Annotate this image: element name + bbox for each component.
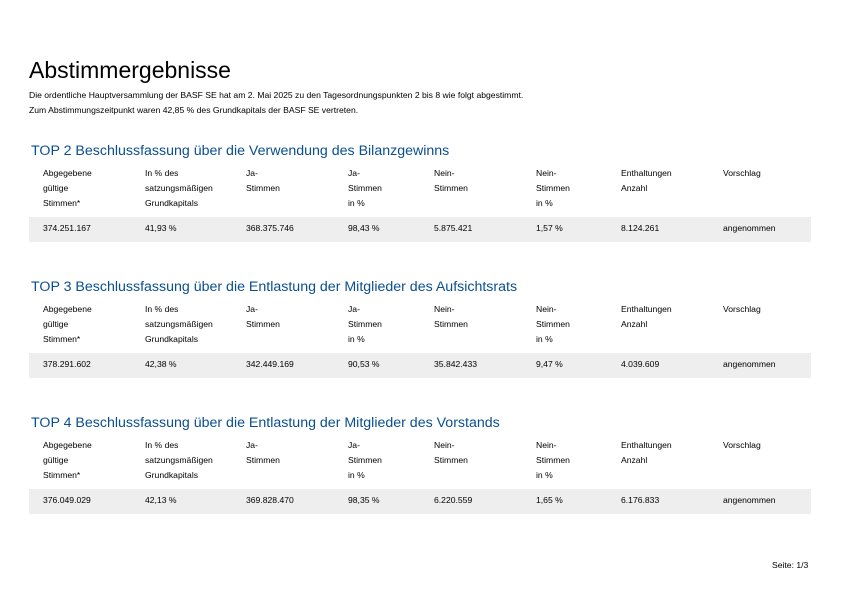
header-abstentions: Enthaltungen Anzahl bbox=[621, 440, 672, 466]
cell-no-percent: 1,57 % bbox=[536, 223, 563, 233]
section-top-4 bbox=[29, 415, 811, 514]
cell-abstentions: 8.124.261 bbox=[621, 223, 660, 233]
header-abstentions: Enthaltungen Anzahl bbox=[621, 304, 672, 330]
cell-abstentions: 6.176.833 bbox=[621, 495, 660, 505]
page-number: Seite: 1/3 bbox=[772, 560, 809, 570]
cell-no-votes: 6.220.559 bbox=[434, 495, 473, 505]
header-no-votes: Nein- Stimmen bbox=[434, 168, 468, 194]
cell-votes-cast: 374.251.167 bbox=[43, 223, 91, 233]
cell-no-votes: 5.875.421 bbox=[434, 223, 473, 233]
header-votes-cast: Abgegebene gültige Stimmen* bbox=[43, 440, 92, 481]
cell-yes-percent: 90,53 % bbox=[348, 359, 380, 369]
header-abstentions: Enthaltungen Anzahl bbox=[621, 168, 672, 194]
cell-proposal: angenommen bbox=[723, 495, 776, 505]
table-row bbox=[29, 217, 811, 242]
table-row bbox=[29, 489, 811, 514]
header-proposal: Vorschlag bbox=[723, 304, 761, 314]
cell-yes-votes: 369.828.470 bbox=[246, 495, 294, 505]
header-votes-cast: Abgegebene gültige Stimmen* bbox=[43, 304, 92, 345]
cell-percent-capital: 42,13 % bbox=[145, 495, 177, 505]
header-proposal: Vorschlag bbox=[723, 440, 761, 450]
section-title: TOP 3 Beschlussfassung über die Entlastung der Mitglieder des Aufsichtsrats bbox=[31, 279, 518, 295]
cell-percent-capital: 41,93 % bbox=[145, 223, 177, 233]
header-no-percent: Nein- Stimmen in % bbox=[536, 304, 570, 345]
section-title: TOP 4 Beschlussfassung über die Entlastung der Mitglieder des Vorstands bbox=[31, 415, 500, 431]
cell-yes-percent: 98,43 % bbox=[348, 223, 380, 233]
cell-no-votes: 35.842.433 bbox=[434, 359, 478, 369]
cell-proposal: angenommen bbox=[723, 223, 776, 233]
header-no-percent: Nein- Stimmen in % bbox=[536, 168, 570, 209]
header-yes-votes: Ja- Stimmen bbox=[246, 304, 280, 330]
header-proposal: Vorschlag bbox=[723, 168, 761, 178]
cell-percent-capital: 42,38 % bbox=[145, 359, 177, 369]
intro-text-2: Zum Abstimmungszeitpunkt waren 42,85 % des Grundkapitals der BASF SE vertreten. bbox=[29, 105, 359, 115]
cell-votes-cast: 378.291.602 bbox=[43, 359, 91, 369]
cell-yes-percent: 98,35 % bbox=[348, 495, 380, 505]
cell-no-percent: 1,65 % bbox=[536, 495, 563, 505]
table-header-row bbox=[29, 438, 811, 489]
section-title: TOP 2 Beschlussfassung über die Verwendung des Bilanzgewinns bbox=[31, 143, 450, 159]
table-header-row bbox=[29, 302, 811, 353]
cell-votes-cast: 376.049.029 bbox=[43, 495, 91, 505]
header-percent-capital: In % des satzungsmäßigen Grundkapitals bbox=[145, 440, 213, 481]
section-top-3 bbox=[29, 279, 811, 378]
cell-yes-votes: 368.375.746 bbox=[246, 223, 294, 233]
header-no-votes: Nein- Stimmen bbox=[434, 304, 468, 330]
header-votes-cast: Abgegebene gültige Stimmen* bbox=[43, 168, 92, 209]
header-yes-votes: Ja- Stimmen bbox=[246, 168, 280, 194]
header-yes-percent: Ja- Stimmen in % bbox=[348, 168, 382, 209]
cell-proposal: angenommen bbox=[723, 359, 776, 369]
cell-no-percent: 9,47 % bbox=[536, 359, 563, 369]
header-yes-percent: Ja- Stimmen in % bbox=[348, 440, 382, 481]
header-no-percent: Nein- Stimmen in % bbox=[536, 440, 570, 481]
cell-abstentions: 4.039.609 bbox=[621, 359, 660, 369]
header-percent-capital: In % des satzungsmäßigen Grundkapitals bbox=[145, 304, 213, 345]
page-title: Abstimmergebnisse bbox=[29, 57, 231, 83]
table-header-row bbox=[29, 166, 811, 217]
intro-text-1: Die ordentliche Hauptversammlung der BASF SE hat am 2. Mai 2025 zu den Tagesordnungspunkten 2 bis 8 wie folgt abgestimmt. bbox=[29, 90, 524, 100]
cell-yes-votes: 342.449.169 bbox=[246, 359, 294, 369]
header-no-votes: Nein- Stimmen bbox=[434, 440, 468, 466]
section-top-2 bbox=[29, 143, 811, 242]
header-percent-capital: In % des satzungsmäßigen Grundkapitals bbox=[145, 168, 213, 209]
table-row bbox=[29, 353, 811, 378]
header-yes-percent: Ja- Stimmen in % bbox=[348, 304, 382, 345]
header-yes-votes: Ja- Stimmen bbox=[246, 440, 280, 466]
